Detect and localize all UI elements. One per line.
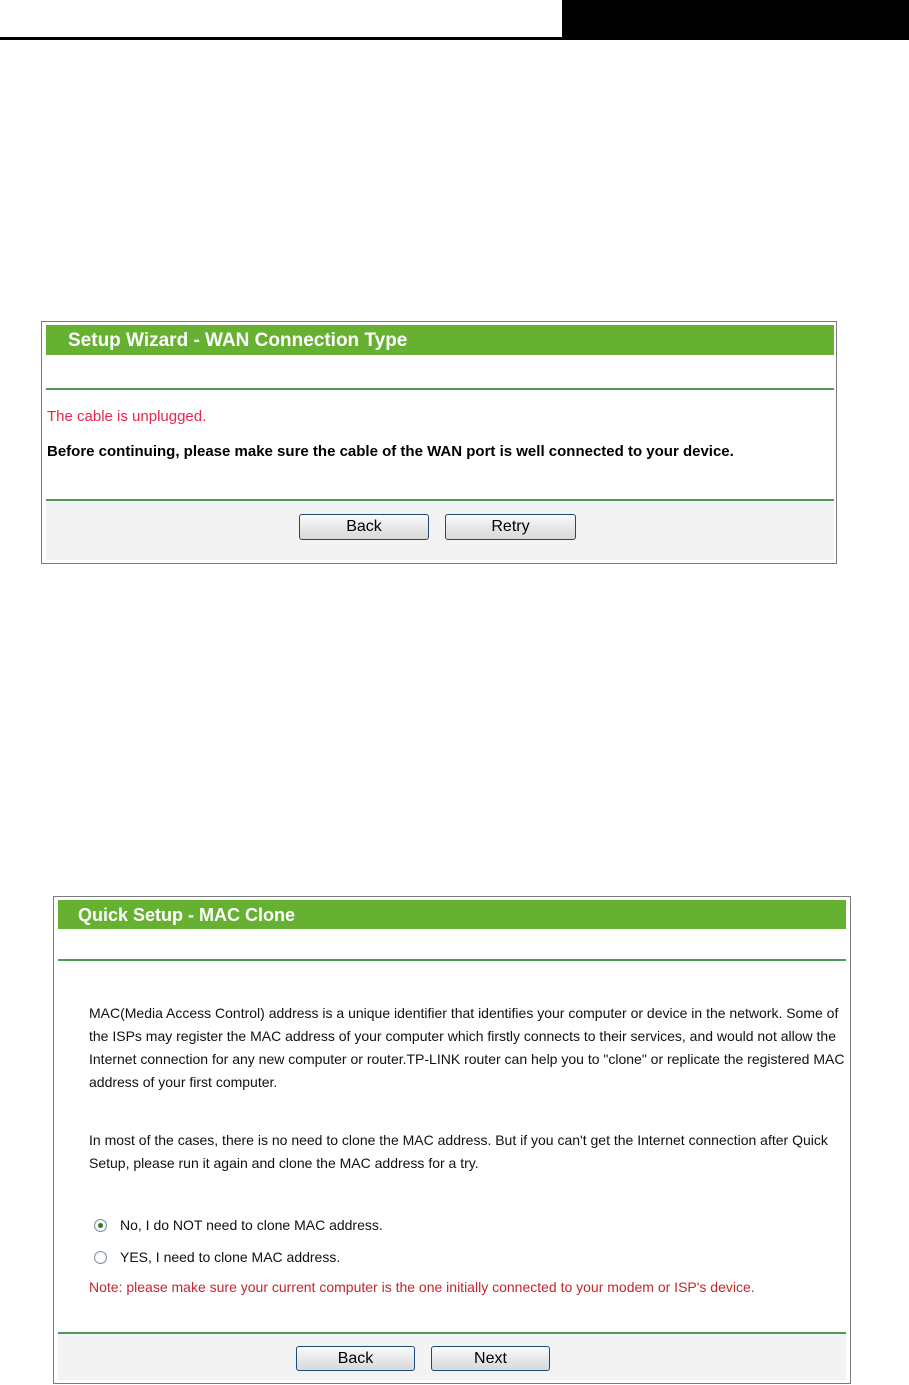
radio-unselected-icon[interactable] [94,1251,107,1264]
back-button[interactable]: Back [299,514,429,540]
cable-unplugged-warning: The cable is unplugged. [47,408,207,425]
mac-panel-title: Quick Setup - MAC Clone [58,900,846,929]
divider [58,959,846,961]
header-block [562,0,909,37]
radio-option-yes-label: YES, I need to clone MAC address. [120,1249,341,1265]
radio-option-yes-clone[interactable] [94,1247,340,1267]
wan-panel-footer [46,501,834,560]
retry-button[interactable]: Retry [445,514,576,540]
radio-selected-icon[interactable] [94,1219,107,1232]
header-rule [0,37,909,40]
radio-option-no-label: No, I do NOT need to clone MAC address. [120,1217,383,1233]
page-header [0,0,909,40]
mac-advice-paragraph: In most of the cases, there is no need to clone the MAC address. But if you can't get the Internet connection after Quick Setup, please run it again and clone the MAC address for a try. [89,1132,828,1171]
mac-description-paragraph: MAC(Media Access Control) address is a unique identifier that identifies your computer or device in the network. Some of the ISPs may register the MAC address of your computer which firstly connects to their services, and would not allow the Internet connection for any new computer or router.TP-LINK router can help you to "clone" or replicate the registered MAC address of your first computer. [89,1005,845,1090]
back-button[interactable]: Back [296,1346,415,1371]
wan-connection-panel [41,321,837,564]
radio-option-no-clone[interactable] [94,1215,383,1235]
divider [46,388,834,390]
wan-instruction-text: Before continuing, please make sure the cable of the WAN port is well connected to your device. [47,443,734,460]
mac-clone-panel [53,896,851,1384]
next-button[interactable]: Next [431,1346,550,1371]
mac-note-text: Note: please make sure your current computer is the one initially connected to your modem or ISP's device. [89,1279,755,1295]
wan-panel-title: Setup Wizard - WAN Connection Type [46,325,834,355]
